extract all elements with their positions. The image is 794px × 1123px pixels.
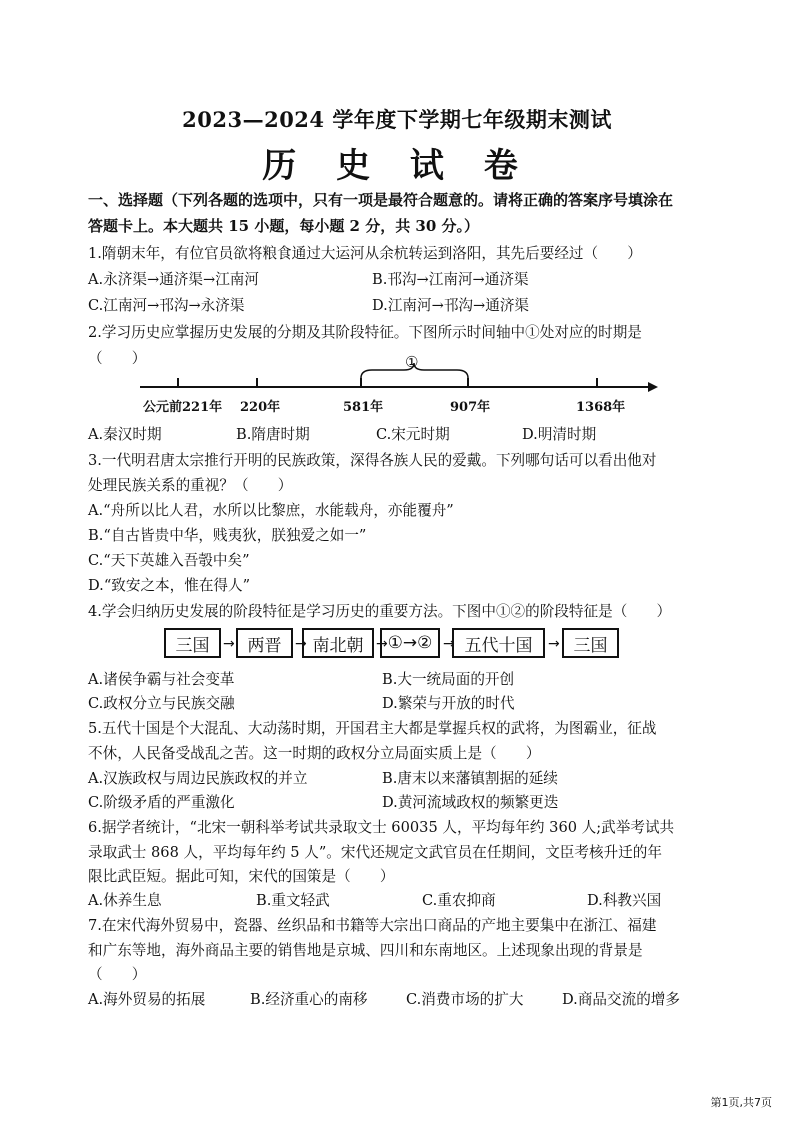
q2-option-d: D.明清时期	[522, 426, 597, 443]
q4-option-b: B.大一统局面的开创	[382, 671, 515, 688]
q7-option-b: B.经济重心的南移	[250, 991, 368, 1008]
exam-header: 2023—2024 学年度下学期七年级期末测试	[182, 107, 612, 132]
q7-paren: （ ）	[88, 966, 147, 983]
timeline-tick-label: 1368年	[576, 400, 626, 415]
timeline-tick-label: 公元前221年	[143, 400, 223, 415]
q4-option-a: A.诸侯争霸与社会变革	[88, 671, 235, 688]
timeline-arrowhead	[648, 382, 658, 392]
q5-option-c: C.阶级矛盾的严重激化	[88, 794, 235, 811]
q6-option-c: C.重农抑商	[422, 892, 496, 909]
q4-option-c: C.政权分立与民族交融	[88, 695, 235, 712]
q7-stem-2: 和广东等地，海外商品主要的销售地是京城、四川和东南地区。上述现象出现的背景是	[88, 942, 643, 959]
q2-paren: （ ）	[88, 350, 147, 367]
q3-stem-2: 处理民族关系的重视？（ ）	[88, 477, 293, 494]
flow-arrow: →	[223, 636, 235, 652]
flow-box-unknown-periods: ①→②	[380, 628, 440, 658]
q3-option-a: A.“舟所以比人君，水所以比黎庶，水能载舟，亦能覆舟”	[88, 502, 454, 519]
q3-option-b: B.“自古皆贵中华，贱夷狄，朕独爱之如一”	[88, 527, 367, 544]
flow-box-wudaishiguo: 五代十国	[452, 628, 545, 658]
q1-option-a: A.永济渠→通济渠→江南河	[88, 271, 259, 288]
q7-option-d: D.商品交流的增多	[562, 991, 680, 1008]
section-instruction-2: 答题卡上。本大题共 15 小题，每小题 2 分，共 30 分。）	[88, 217, 480, 235]
timeline-tick-label: 220年	[240, 400, 281, 415]
q5-option-d: D.黄河流域政权的频繁更迭	[382, 794, 559, 811]
q7-stem-1: 7.在宋代海外贸易中，瓷器、丝织品和书籍等大宗出口商品的产地主要集中在浙江、福建	[88, 917, 657, 934]
q4-stem: 4.学会归纳历史发展的阶段特征是学习历史的重要方法。下图中①②的阶段特征是（ ）	[88, 603, 672, 620]
q1-stem: 1.隋朝末年，有位官员欲将粮食通过大运河从余杭转运到洛阳，其先后要经过（ ）	[88, 245, 642, 262]
q5-stem-2: 不休，人民备受战乱之苦。这一时期的政权分立局面实质上是（ ）	[88, 745, 541, 762]
q3-option-c: C.“天下英雄入吾彀中矣”	[88, 552, 250, 569]
q7-option-c: C.消费市场的扩大	[406, 991, 524, 1008]
flow-box-liangjin: 两晋	[236, 628, 293, 658]
timeline-marker-label: ①	[405, 353, 419, 371]
q3-stem-1: 3.一代明君唐太宗推行开明的民族政策，深得各族人民的爱戴。下列哪句话可以看出他对	[88, 452, 657, 469]
page-number: 第1页,共7页	[710, 1096, 772, 1109]
flow-box-sanguo: 三国	[164, 628, 221, 658]
flow-box-sanguo-2: 三国	[562, 628, 619, 658]
flow-arrow: →	[376, 636, 388, 652]
q4-option-d: D.繁荣与开放的时代	[382, 695, 515, 712]
q1-option-c: C.江南河→邗沟→永济渠	[88, 297, 245, 314]
q1-option-d: D.江南河→邗沟→通济渠	[372, 297, 530, 314]
flow-arrow: →	[295, 636, 307, 652]
exam-title: 历 史 试 卷	[262, 146, 532, 186]
q5-option-b: B.唐末以来藩镇割据的延续	[382, 770, 558, 787]
q5-option-a: A.汉族政权与周边民族政权的并立	[88, 770, 308, 787]
q6-option-b: B.重文轻武	[256, 892, 330, 909]
q6-option-d: D.科教兴国	[587, 892, 662, 909]
timeline-tick-label: 907年	[450, 400, 491, 415]
q6-stem-2: 录取武士 868 人，平均每年约 5 人”。宋代还规定文武官员在任期间，文臣考核升迁的年	[88, 844, 662, 861]
flow-box-nanbeichao: 南北朝	[302, 628, 374, 658]
timeline-tick-label: 581年	[343, 400, 384, 415]
flow-arrow: →	[443, 636, 455, 652]
q6-stem-3: 限比武臣短。据此可知，宋代的国策是（ ）	[88, 868, 395, 885]
flow-arrow: →	[548, 636, 560, 652]
q1-option-b: B.邗沟→江南河→通济渠	[372, 271, 529, 288]
q6-option-a: A.休养生息	[88, 892, 162, 909]
q5-stem-1: 5.五代十国是个大混乱、大动荡时期，开国君主大都是掌握兵权的武将，为图霸业，征战	[88, 720, 657, 737]
q2-option-c: C.宋元时期	[376, 426, 450, 443]
q2-stem: 2.学习历史应掌握历史发展的分期及其阶段特征。下图所示时间轴中①处对应的时期是	[88, 324, 642, 341]
q7-option-a: A.海外贸易的拓展	[88, 991, 206, 1008]
section-instruction-1: 一、选择题（下列各题的选项中，只有一项是最符合题意的。请将正确的答案序号填涂在	[88, 191, 674, 209]
q3-option-d: D.“致安之本，惟在得人”	[88, 577, 251, 594]
timeline-diagram	[0, 350, 794, 420]
q2-option-a: A.秦汉时期	[88, 426, 162, 443]
q2-option-b: B.隋唐时期	[236, 426, 310, 443]
q6-stem-1: 6.据学者统计，“北宋一朝科举考试共录取文士 60035 人，平均每年约 360 人;武举考试共	[88, 819, 675, 836]
